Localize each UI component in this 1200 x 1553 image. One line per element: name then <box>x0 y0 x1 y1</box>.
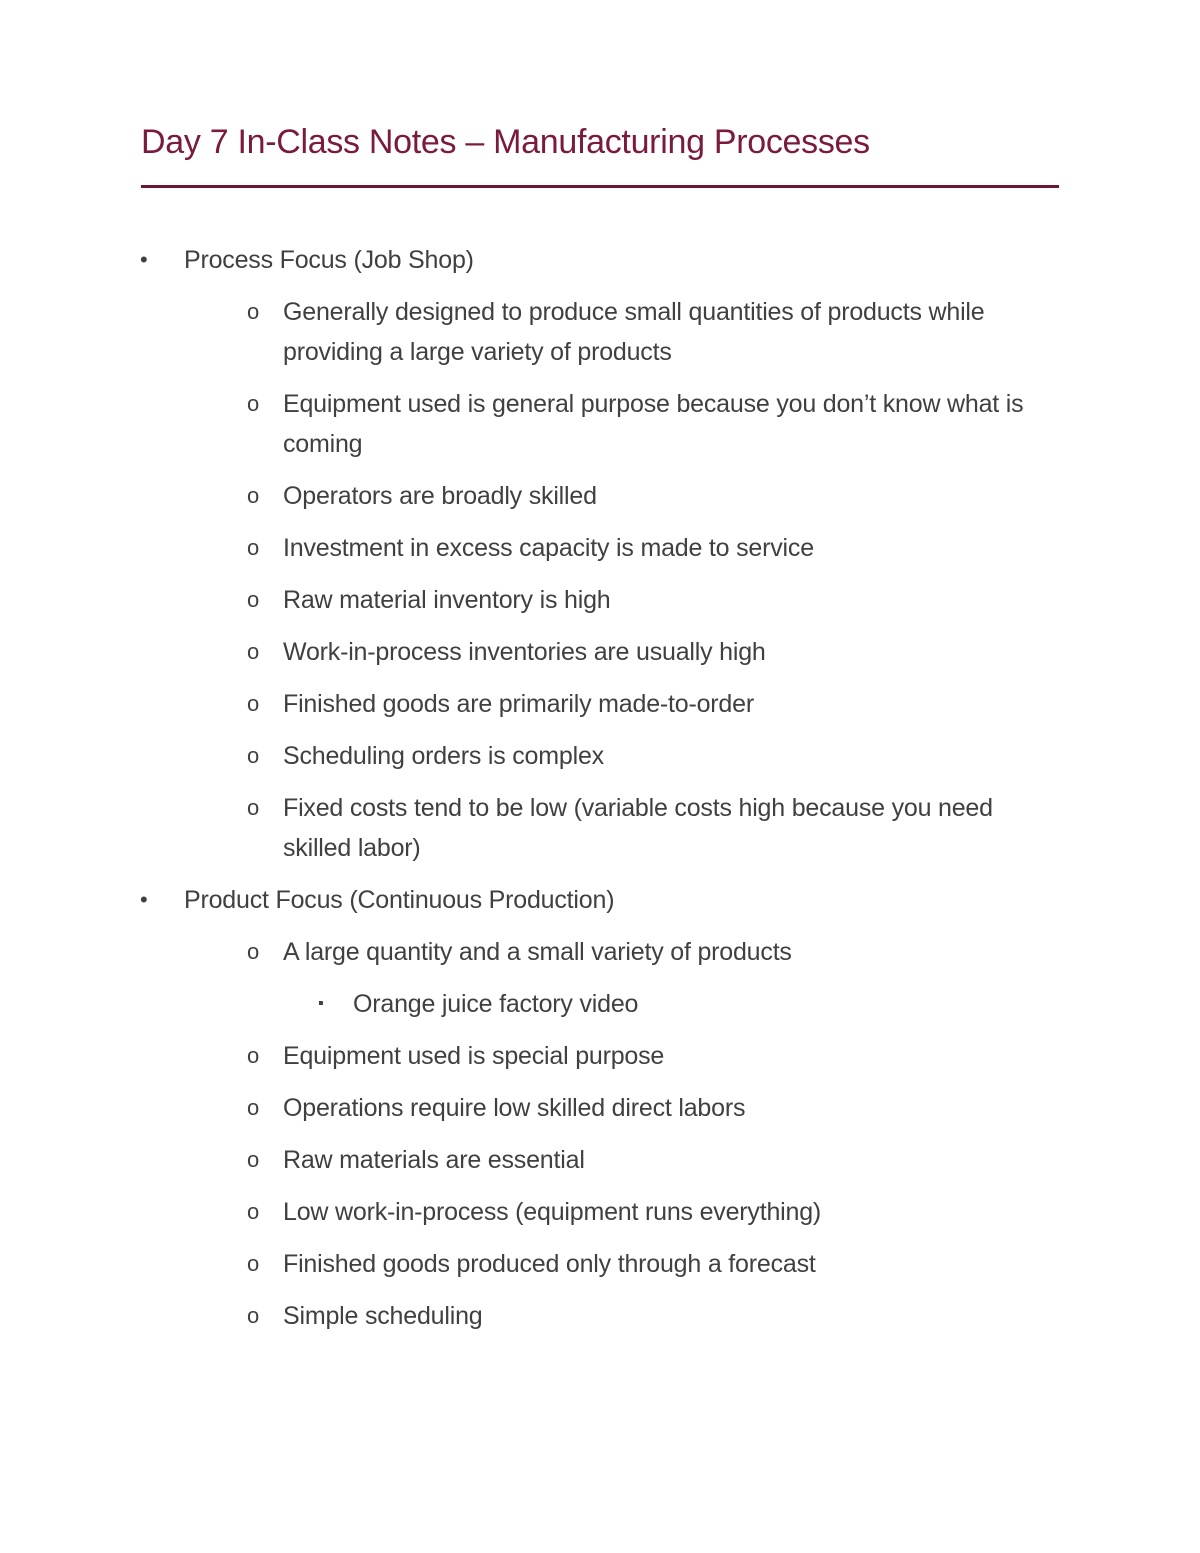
circle-bullet-icon: o <box>247 691 260 716</box>
circle-bullet-icon: o <box>247 1251 260 1276</box>
list-item-text: Simple scheduling <box>283 1302 483 1330</box>
list-item-text: Generally designed to produce small quantities of products while providing a large variety of products <box>283 298 985 366</box>
list-item <box>0 1140 1063 1180</box>
list-item-text: Equipment used is general purpose because you don’t know what is coming <box>283 390 1024 458</box>
list-item-text: Raw material inventory is high <box>283 586 611 614</box>
circle-bullet-icon: o <box>247 1147 260 1172</box>
list-item <box>0 476 1063 516</box>
list-item-text: Process Focus (Job Shop) <box>184 246 474 274</box>
list-item-text: Scheduling orders is complex <box>283 742 604 770</box>
list-item <box>0 932 1063 972</box>
circle-bullet-icon: o <box>247 939 260 964</box>
list-item <box>0 984 1053 1024</box>
list-item-text: Investment in excess capacity is made to service <box>283 534 814 562</box>
list-item <box>0 1036 1063 1076</box>
list-item-text: Orange juice factory video <box>353 990 639 1018</box>
list-item-text: Low work-in-process (equipment runs everything) <box>283 1198 822 1226</box>
list-item-text: Finished goods produced only through a forecast <box>283 1250 816 1278</box>
bullet-icon: • <box>140 247 148 272</box>
list-item-text: Operators are broadly skilled <box>283 482 597 510</box>
square-bullet-icon: ▪ <box>318 995 324 1012</box>
circle-bullet-icon: o <box>247 1043 260 1068</box>
circle-bullet-icon: o <box>247 391 260 416</box>
list-item-text: Work-in-process inventories are usually high <box>283 638 766 666</box>
page-title: Day 7 In-Class Notes – Manufacturing Processes <box>141 123 870 161</box>
circle-bullet-icon: o <box>247 639 260 664</box>
list-item <box>0 528 1063 568</box>
circle-bullet-icon: o <box>247 483 260 508</box>
circle-bullet-icon: o <box>247 299 260 324</box>
circle-bullet-icon: o <box>247 1199 260 1224</box>
list-item <box>0 1296 1063 1336</box>
list-item-text: Product Focus (Continuous Production) <box>184 886 615 914</box>
list-item-text: A large quantity and a small variety of products <box>283 938 792 966</box>
list-item <box>0 240 1064 280</box>
notes-list <box>0 240 1200 1348</box>
list-item-text: Operations require low skilled direct labors <box>283 1094 746 1122</box>
list-item-text: Raw materials are essential <box>283 1146 585 1174</box>
bullet-icon: • <box>140 887 148 912</box>
list-item <box>0 1192 1063 1232</box>
circle-bullet-icon: o <box>247 535 260 560</box>
list-item <box>0 1244 1063 1284</box>
circle-bullet-icon: o <box>247 743 260 768</box>
list-item-text: Finished goods are primarily made-to-order <box>283 690 754 718</box>
list-item <box>0 632 1063 672</box>
list-item <box>0 580 1063 620</box>
list-item-text: Fixed costs tend to be low (variable costs high because you need skilled labor) <box>283 794 993 862</box>
list-item <box>0 1088 1063 1128</box>
list-item <box>0 736 1063 776</box>
circle-bullet-icon: o <box>247 587 260 612</box>
list-item <box>0 788 1063 868</box>
circle-bullet-icon: o <box>247 1303 260 1328</box>
list-item <box>0 292 1063 372</box>
list-item <box>0 880 1064 920</box>
list-item <box>0 684 1063 724</box>
list-item-text: Equipment used is special purpose <box>283 1042 665 1070</box>
title-divider <box>141 185 1059 188</box>
list-item <box>0 384 1063 464</box>
circle-bullet-icon: o <box>247 795 260 820</box>
circle-bullet-icon: o <box>247 1095 260 1120</box>
